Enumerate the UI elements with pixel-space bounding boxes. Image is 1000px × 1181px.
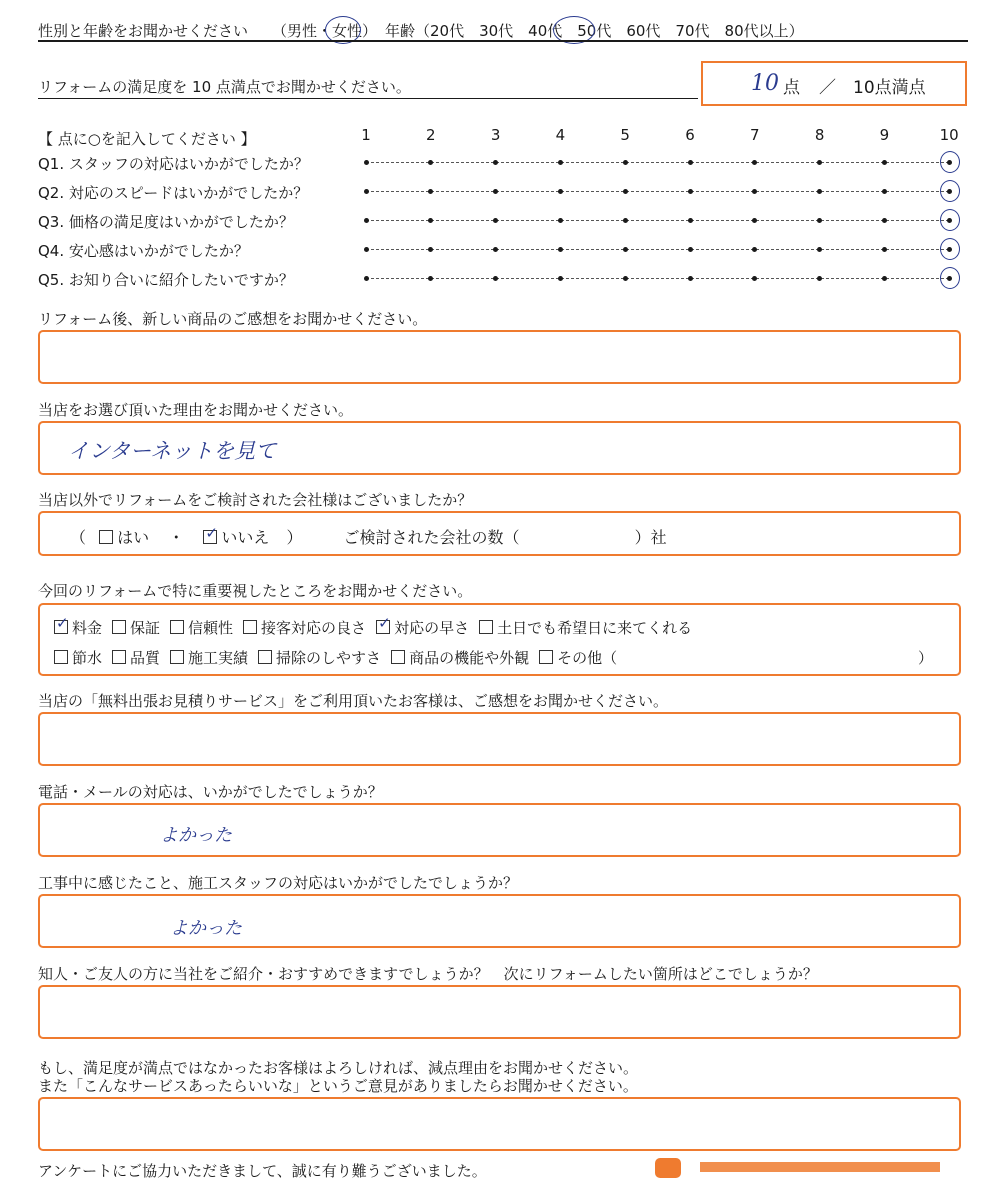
- checkbox-icon[interactable]: [391, 650, 405, 664]
- gender-options: （男性・女性）: [272, 22, 378, 40]
- yes-checkbox[interactable]: [99, 530, 113, 544]
- construction-answer: よかった: [170, 918, 242, 939]
- dot-separator: ・: [168, 528, 185, 547]
- rating-dot[interactable]: [882, 189, 887, 194]
- rating-dot[interactable]: [882, 218, 887, 223]
- priority-option[interactable]: [54, 647, 102, 668]
- scale-number: 10: [939, 126, 959, 144]
- checkbox-icon[interactable]: [54, 620, 68, 634]
- question-label: Q2. 対応のスピードはいかがでしたか？: [38, 184, 309, 202]
- gender-age-prompt: 性別と年齢をお聞かせください: [38, 22, 249, 40]
- rating-dot[interactable]: [752, 218, 757, 223]
- priority-label: 信頼性: [188, 619, 234, 637]
- rating-dot[interactable]: [688, 218, 693, 223]
- scale-number: 8: [814, 126, 825, 144]
- checkbox-icon[interactable]: [170, 620, 184, 634]
- recommend-answer-box[interactable]: [38, 985, 961, 1039]
- checkbox-icon[interactable]: [243, 620, 257, 634]
- scale-number: 2: [426, 126, 436, 144]
- checkbox-icon[interactable]: [54, 650, 68, 664]
- company-count-label: ご検討された会社の数（: [343, 528, 520, 547]
- rating-line: [366, 162, 949, 163]
- scale-number: 5: [620, 126, 630, 144]
- construction-answer-box[interactable]: [38, 894, 961, 948]
- rating-dot[interactable]: [882, 276, 887, 281]
- estimate-answer-box[interactable]: [38, 712, 961, 766]
- checkbox-icon[interactable]: [258, 650, 272, 664]
- question-label: Q5. お知り合いに紹介したいですか？: [38, 271, 294, 289]
- rating-dot[interactable]: [817, 218, 822, 223]
- checkbox-icon[interactable]: [170, 650, 184, 664]
- rating-dot[interactable]: [623, 276, 628, 281]
- rating-selection-circle: [940, 238, 960, 260]
- checkbox-icon[interactable]: [112, 620, 126, 634]
- rating-selection-circle: [940, 209, 960, 231]
- rating-selection-circle: [940, 267, 960, 289]
- priority-label: 保証: [130, 619, 161, 637]
- rating-dot[interactable]: [688, 247, 693, 252]
- rating-dot[interactable]: [364, 160, 369, 165]
- priority-option[interactable]: [112, 617, 160, 638]
- phone-mail-answer: よかった: [160, 825, 232, 846]
- priority-label: 料金: [72, 619, 103, 637]
- rating-dot[interactable]: [558, 189, 563, 194]
- rating-dot[interactable]: [364, 218, 369, 223]
- checkbox-icon[interactable]: [376, 620, 390, 634]
- rating-dot[interactable]: [558, 247, 563, 252]
- satisfaction-score-box: [701, 61, 967, 106]
- scale-number: 1: [361, 126, 371, 144]
- rating-dot[interactable]: [558, 276, 563, 281]
- rating-selection-circle: [940, 180, 960, 202]
- rating-dot[interactable]: [752, 276, 757, 281]
- rating-dot[interactable]: [558, 218, 563, 223]
- priority-option[interactable]: [170, 647, 248, 668]
- scale-number: 6: [685, 126, 695, 144]
- score-handwritten: 10: [751, 71, 779, 96]
- rating-dot[interactable]: [493, 160, 498, 165]
- rating-dot[interactable]: [623, 189, 628, 194]
- priority-option[interactable]: [258, 647, 381, 668]
- construction-prompt: 工事中に感じたこと、施工スタッフの対応はいかがでしたでしょうか？: [38, 874, 519, 892]
- rating-dot[interactable]: [623, 247, 628, 252]
- priority-option[interactable]: [539, 647, 617, 668]
- no-checkbox[interactable]: [203, 530, 217, 544]
- rating-dot[interactable]: [428, 247, 433, 252]
- rating-dot[interactable]: [428, 218, 433, 223]
- priority-option[interactable]: [479, 617, 692, 638]
- rating-dot[interactable]: [817, 160, 822, 165]
- priority-option[interactable]: [243, 617, 366, 638]
- other-companies-prompt: 当店以外でリフォームをご検討された会社様はございましたか？: [38, 491, 473, 509]
- priority-label: 品質: [130, 649, 161, 667]
- reason-prompt: 当店をお選び頂いた理由をお聞かせください。: [38, 401, 354, 419]
- no-label: いいえ: [221, 528, 270, 547]
- rating-line: [366, 191, 949, 192]
- priorities-box: [38, 603, 961, 676]
- brand-logo-mark: [700, 1162, 940, 1172]
- scale-number: 7: [750, 126, 760, 144]
- other-close-paren: ）: [918, 649, 934, 667]
- priority-option[interactable]: [54, 617, 102, 638]
- rating-dot[interactable]: [752, 247, 757, 252]
- improvement-prompt-line1: もし、満足度が満点ではなかったお客様はよろしければ、減点理由をお聞かせください。: [38, 1059, 639, 1077]
- rating-dot[interactable]: [688, 160, 693, 165]
- checkbox-icon[interactable]: [112, 650, 126, 664]
- rating-dot[interactable]: [558, 160, 563, 165]
- satisfaction-prompt: リフォームの満足度を 10 点満点でお聞かせください。: [38, 78, 411, 96]
- rating-dot[interactable]: [688, 276, 693, 281]
- open-paren: （: [70, 528, 87, 547]
- priority-option[interactable]: [391, 647, 529, 668]
- rating-dot[interactable]: [752, 189, 757, 194]
- scale-number: 3: [490, 126, 501, 144]
- yes-label: はい: [117, 528, 150, 547]
- brand-logo-icon: [655, 1158, 681, 1178]
- score-max-label: 10点満点: [853, 78, 926, 98]
- close-paren: ）: [286, 528, 303, 547]
- question-label: Q3. 価格の満足度はいかがでしたか？: [38, 213, 294, 231]
- rating-dot[interactable]: [752, 160, 757, 165]
- rating-dot[interactable]: [623, 218, 628, 223]
- satisfaction-underline: [38, 98, 698, 99]
- priority-label: 節水: [72, 649, 103, 667]
- checkbox-icon[interactable]: [539, 650, 553, 664]
- rating-line: [366, 249, 949, 250]
- impressions-answer-box[interactable]: [38, 330, 961, 384]
- priorities-prompt: 今回のリフォームで特に重要視したところをお聞かせください。: [38, 582, 473, 600]
- footer-thanks: アンケートにご協力いただきまして、誠に有り難うございました。: [38, 1162, 487, 1180]
- rating-selection-circle: [940, 151, 960, 173]
- rating-dot[interactable]: [688, 189, 693, 194]
- rating-dot[interactable]: [493, 189, 498, 194]
- question-label: Q1. スタッフの対応はいかがでしたか？: [38, 155, 309, 173]
- rating-dot[interactable]: [882, 247, 887, 252]
- priority-label: 接客対応の良さ: [261, 619, 367, 637]
- rating-dot[interactable]: [364, 247, 369, 252]
- priorities-row-1: [54, 617, 702, 638]
- reason-answer-box[interactable]: [38, 421, 961, 475]
- estimate-prompt: 当店の「無料出張お見積りサービス」をご利用頂いたお客様は、ご感想をお聞かせください。: [38, 692, 669, 710]
- improvement-answer-box[interactable]: [38, 1097, 961, 1151]
- rating-instruction: 【 点に○を記入してください 】: [38, 130, 256, 148]
- priority-label: 商品の機能や外観: [409, 649, 530, 667]
- rating-dot[interactable]: [493, 247, 498, 252]
- rating-dot[interactable]: [364, 189, 369, 194]
- priorities-row-2: [54, 647, 627, 668]
- rating-dot[interactable]: [817, 189, 822, 194]
- question-label: Q4. 安心感はいかがでしたか？: [38, 242, 249, 260]
- rating-line: [366, 220, 949, 221]
- improvement-prompt-line2: また「こんなサービスあったらいいな」というご意見がありましたらお聞かせください。: [38, 1077, 638, 1095]
- priority-label: 掃除のしやすさ: [276, 649, 382, 667]
- priority-label: 対応の早さ: [394, 619, 470, 637]
- rating-dot[interactable]: [817, 247, 822, 252]
- rating-dot[interactable]: [364, 276, 369, 281]
- checkbox-icon[interactable]: [479, 620, 493, 634]
- priority-label: 施工実績: [188, 649, 249, 667]
- rating-dot[interactable]: [428, 276, 433, 281]
- rating-line: [366, 278, 949, 279]
- phone-mail-prompt: 電話・メールの対応は、いかがでしたでしょうか？: [38, 783, 383, 801]
- recommend-prompt: 知人・ご友人の方に当社をご紹介・おすすめできますでしょうか？ 次にリフォームしたい箇所はどこでしょうか？: [38, 965, 818, 983]
- phone-mail-answer-box[interactable]: [38, 803, 961, 857]
- score-separator: ／: [819, 78, 836, 98]
- age-options: 年齢（20代 30代 40代 50代 60代 70代 80代以上）: [385, 22, 804, 40]
- company-count-suffix: ）社: [634, 528, 667, 547]
- priority-label: 土日でも希望日に来てくれる: [497, 619, 693, 637]
- scale-number: 4: [555, 126, 566, 144]
- rating-dot[interactable]: [817, 276, 822, 281]
- header-divider: [38, 40, 968, 42]
- priority-option[interactable]: [376, 617, 469, 638]
- priority-option[interactable]: [112, 647, 160, 668]
- priority-option[interactable]: [170, 617, 233, 638]
- rating-dot[interactable]: [623, 160, 628, 165]
- reason-answer: インターネットを見て: [68, 439, 277, 463]
- score-suffix: 点: [783, 78, 800, 98]
- rating-dot[interactable]: [428, 189, 433, 194]
- priority-label: その他（: [557, 649, 618, 667]
- other-companies-box: [38, 511, 961, 556]
- rating-dot[interactable]: [493, 276, 498, 281]
- impressions-prompt: リフォーム後、新しい商品のご感想をお聞かせください。: [38, 310, 428, 328]
- scale-number: 9: [879, 126, 890, 144]
- rating-dot[interactable]: [428, 160, 433, 165]
- rating-dot[interactable]: [882, 160, 887, 165]
- rating-dot[interactable]: [493, 218, 498, 223]
